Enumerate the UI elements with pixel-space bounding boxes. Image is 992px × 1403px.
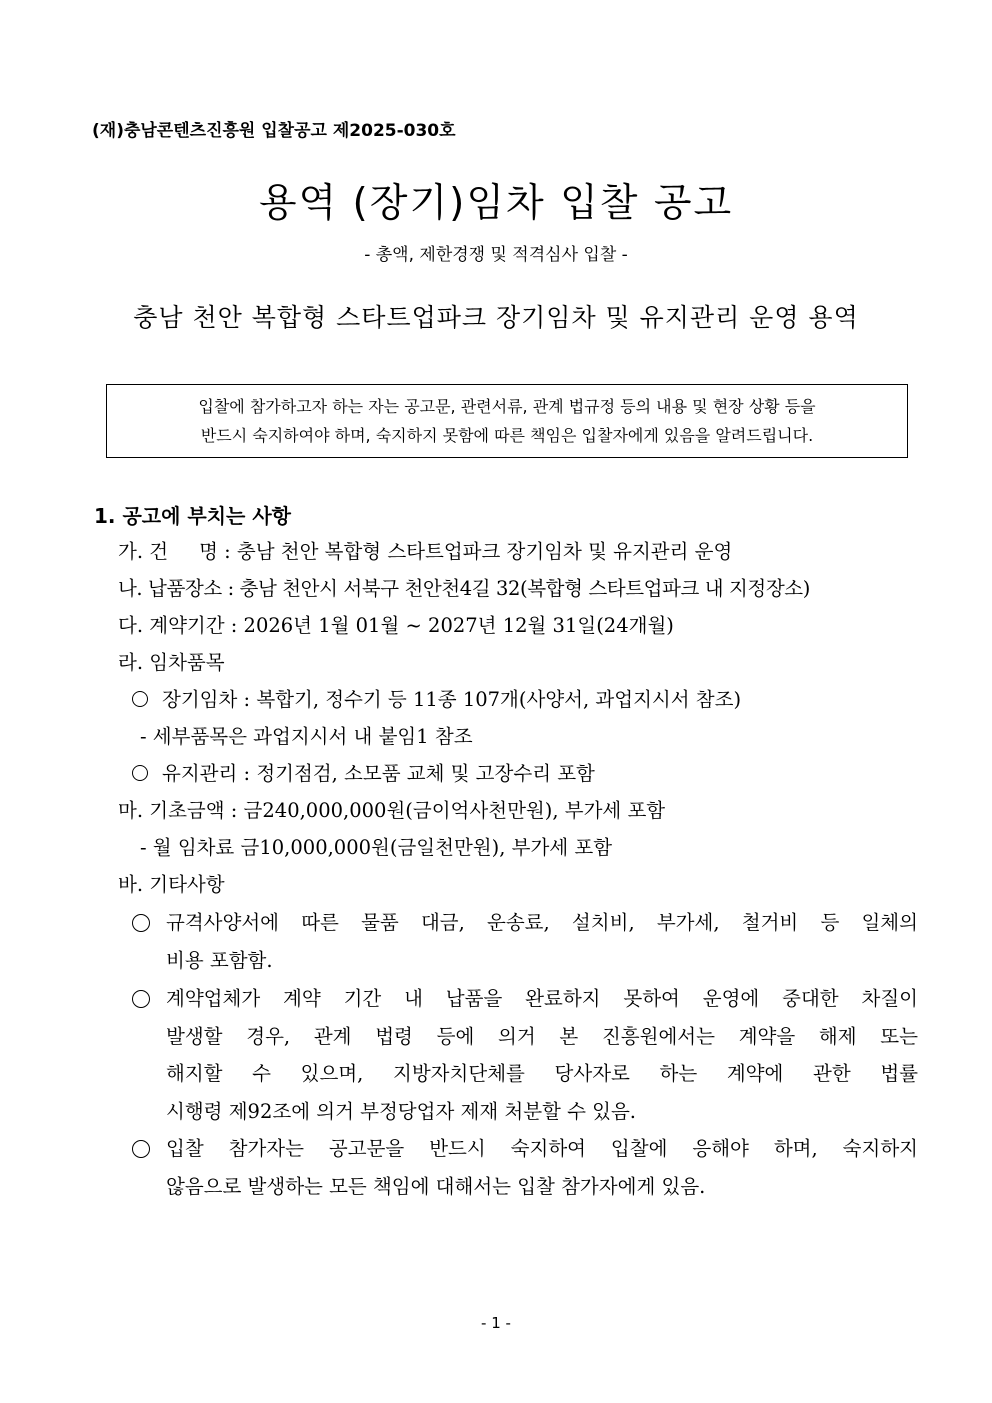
ra-sub-maintenance	[132, 758, 595, 786]
page-title: 용역 (장기)임차 입찰 공고	[258, 181, 734, 226]
ba-line: 비용 포함함.	[166, 948, 273, 972]
circle-bullet-icon	[132, 765, 148, 781]
ra-sub-longterm-text: 장기임차 : 복합기, 정수기 등 11종 107개(사양서, 과업지시서 참조)	[162, 688, 742, 711]
ba-line: 입찰 참가자는 공고문을 반드시 숙지하여 입찰에 응해야 하며, 숙지하지	[166, 1137, 918, 1160]
ba-paragraph-1	[166, 904, 918, 979]
ba-line: 규격사양서에 따른 물품 대금, 운송료, 설치비, 부가세, 철거비 등 일체의	[166, 911, 918, 934]
subtitle: - 총액, 제한경쟁 및 적격심사 입찰 -	[364, 245, 628, 265]
ma-sub-monthly: - 월 임차료 금10,000,000원(금일천만원), 부가세 포함	[140, 836, 613, 859]
ba-line: 않음으로 발생하는 모든 책임에 대해서는 입찰 참가자에게 있음.	[166, 1174, 706, 1198]
ba-line: 해지할 수 있으며, 지방자치단체를 당사자로 하는 계약에 관한 법률	[166, 1062, 918, 1085]
section-title: 1. 공고에 부치는 사항	[94, 504, 291, 528]
circle-bullet-icon	[132, 990, 150, 1008]
ra-sub-maintenance-text: 유지관리 : 정기점검, 소모품 교체 및 고장수리 포함	[162, 762, 595, 785]
item-na: 나. 납품장소 : 충남 천안시 서북구 천안천4길 32(복합형 스타트업파크 내 지정장소)	[118, 577, 810, 600]
page-number: - 1 -	[481, 1314, 511, 1332]
item-ga: 가. 건 명 : 충남 천안 복합형 스타트업파크 장기임차 및 유지관리 운영	[118, 540, 733, 563]
circle-bullet-icon	[132, 914, 150, 932]
item-ma: 마. 기초금액 : 금240,000,000원(금이억사천만원), 부가세 포함	[118, 799, 666, 822]
ra-sub-longterm	[132, 684, 741, 712]
circle-bullet-icon	[132, 1140, 150, 1158]
ba-line: 계약업체가 계약 기간 내 납품을 완료하지 못하여 운영에 중대한 차질이	[166, 987, 918, 1010]
announcement-number: (재)충남콘텐츠진흥원 입찰공고 제2025-030호	[92, 121, 456, 141]
ra-sub-detail: - 세부품목은 과업지시서 내 붙임1 참조	[140, 725, 473, 748]
circle-bullet-icon	[132, 691, 148, 707]
ba-line: 발생할 경우, 관계 법령 등에 의거 본 진흥원에서는 계약을 해제 또는	[166, 1024, 918, 1048]
ba-line: 시행령 제92조에 의거 부정당업자 제재 처분할 수 있음.	[166, 1099, 636, 1123]
notice-line: 입찰에 참가하고자 하는 자는 공고문, 관련서류, 관계 법규정 등의 내용 및 현장 상황 등을	[198, 397, 816, 416]
notice-box	[106, 384, 908, 458]
service-name: 충남 천안 복합형 스타트업파크 장기임차 및 유지관리 운영 용역	[133, 303, 859, 332]
item-ra: 라. 임차품목	[118, 651, 225, 674]
item-da: 다. 계약기간 : 2026년 1월 01월 ~ 2027년 12월 31일(24개월)	[118, 614, 674, 637]
ba-paragraph-2	[166, 980, 918, 1130]
item-ba: 바. 기타사항	[118, 873, 225, 896]
ba-paragraph-3	[166, 1130, 918, 1205]
notice-line: 반드시 숙지하여야 하며, 숙지하지 못함에 따른 책임은 입찰자에게 있음을 알려드립니다.	[200, 426, 814, 445]
